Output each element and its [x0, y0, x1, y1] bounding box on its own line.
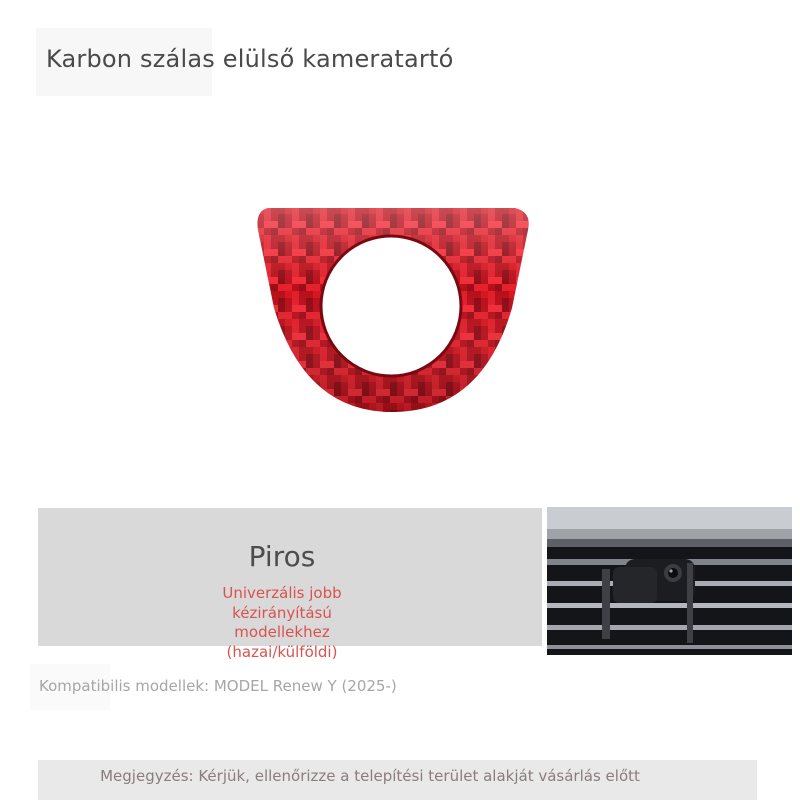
page-title: Karbon szálas elülső kameratartó	[46, 45, 454, 73]
note-text: Megjegyzés: Kérjük, ellenőrizze a telepítési terület alakját vásárlás előtt	[100, 767, 640, 785]
variant-compatibility: Univerzális jobb kézirányítású modellekhez (hazai/külföldi)	[222, 584, 342, 661]
variant-name: Piros	[248, 540, 316, 573]
product-image	[250, 200, 540, 420]
installation-photo	[547, 507, 792, 655]
compatible-models: Kompatibilis modellek: MODEL Renew Y (2025-)	[39, 677, 397, 695]
